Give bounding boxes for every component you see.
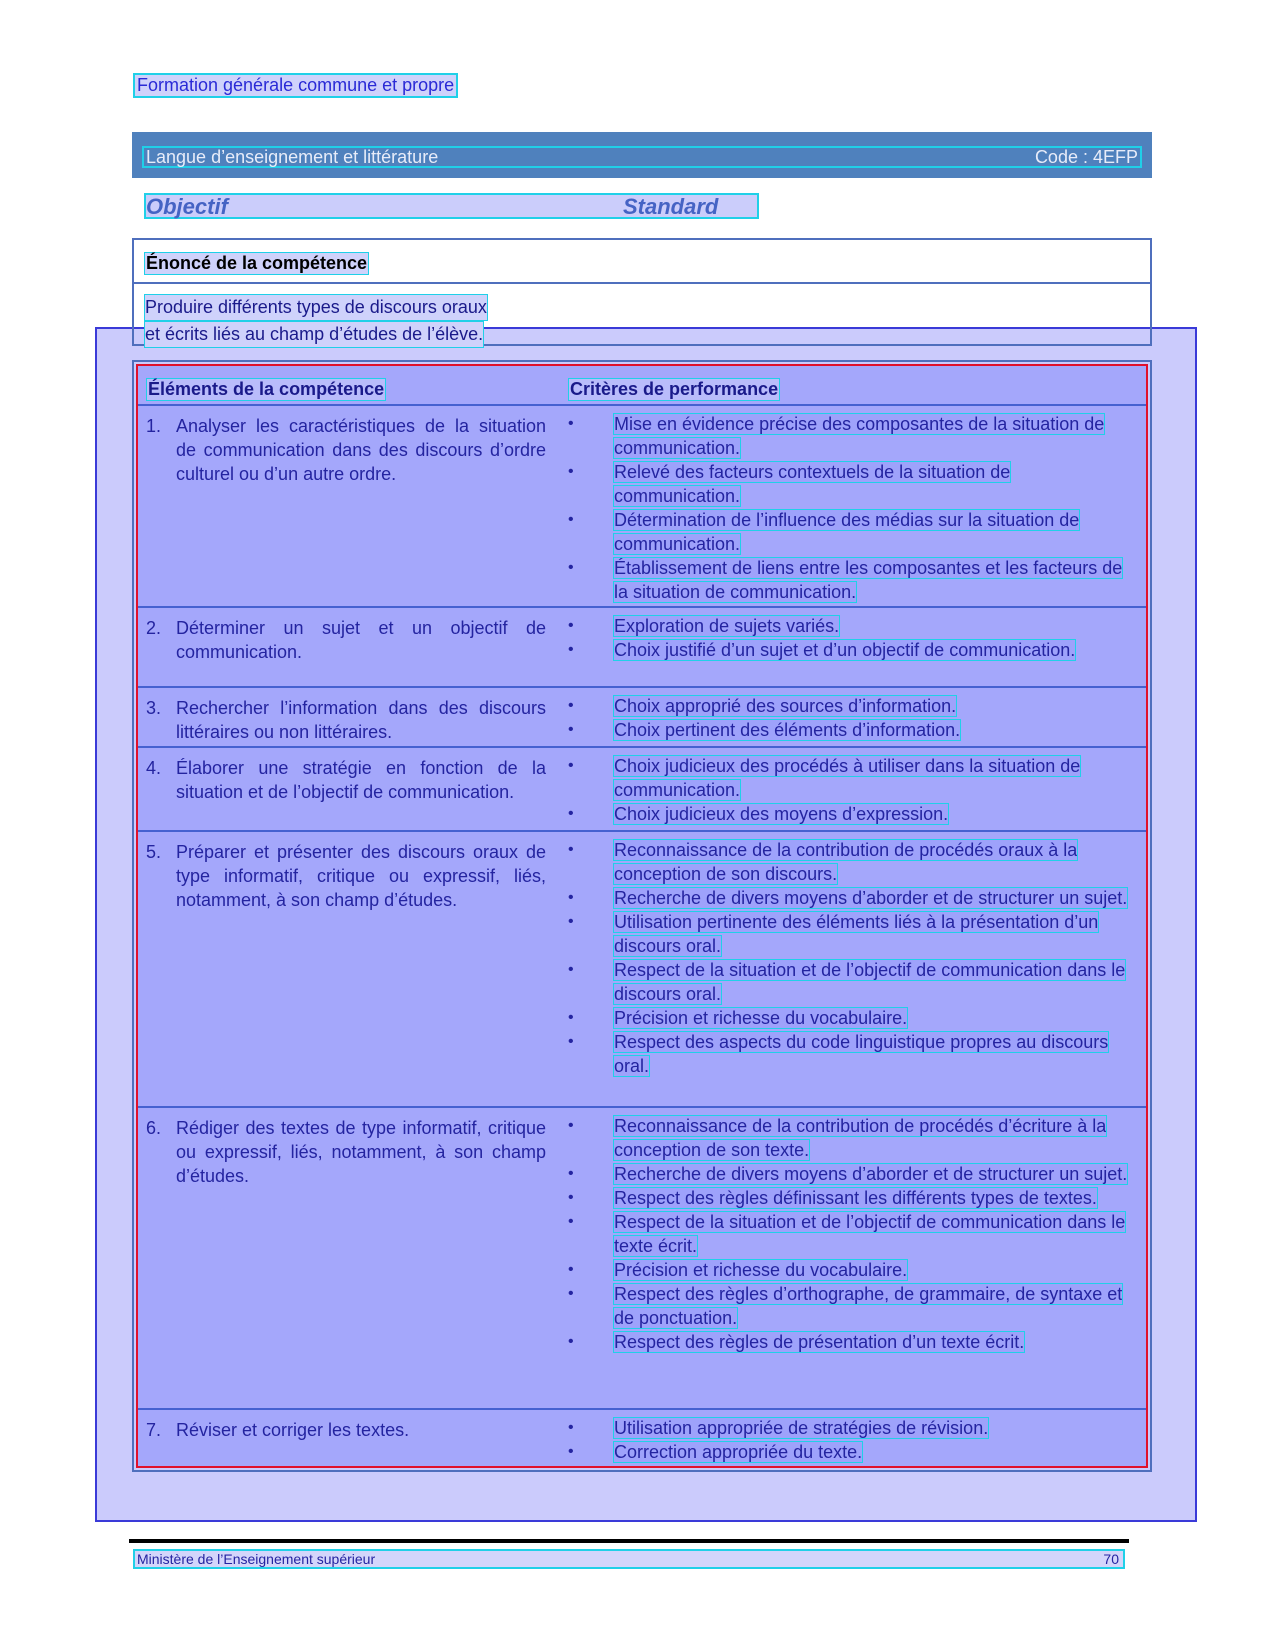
- page-number: 70: [1103, 1551, 1119, 1567]
- criterion-item: [568, 886, 1128, 910]
- footer-divider: [129, 1539, 1129, 1543]
- table-row: [138, 406, 1146, 608]
- element-number: 3.: [146, 698, 162, 718]
- criterion-item: [568, 1210, 1128, 1258]
- bullet-icon: •: [568, 757, 574, 774]
- statement-line-1: Produire différents types de discours oraux: [144, 294, 488, 321]
- element-text: Préparer et présenter des discours oraux de type informatif, critique ou expressif, liés, notamment, à son champ d’études.: [176, 842, 546, 910]
- bullet-icon: •: [568, 721, 574, 738]
- criterion-item: [568, 614, 1128, 638]
- objective-standard-row: [144, 193, 759, 219]
- criterion-text: Établissement de liens entre les composantes et les facteurs de la situation de communication.: [614, 558, 1123, 602]
- bullet-icon: •: [568, 913, 574, 930]
- element-text: Réviser et corriger les textes.: [176, 1420, 410, 1440]
- criterion-text: Précision et richesse du vocabulaire.: [614, 1008, 908, 1028]
- competency-element: [146, 756, 546, 804]
- competency-element: [146, 696, 546, 744]
- criterion-item: [568, 1114, 1128, 1162]
- element-number: 5.: [146, 842, 162, 862]
- criterion-item: [568, 958, 1128, 1006]
- criterion-text: Recherche de divers moyens d’aborder et de structurer un sujet.: [614, 1164, 1128, 1184]
- criteria-list: [568, 754, 1128, 826]
- criterion-text: Reconnaissance de la contribution de procédés oraux à la conception de son discours.: [614, 840, 1078, 884]
- criterion-text: Respect de la situation et de l’objectif de communication dans le discours oral.: [614, 960, 1126, 1004]
- criterion-text: Choix justifié d’un sujet et d’un objectif de communication.: [614, 640, 1076, 660]
- criteria-list: [568, 614, 1128, 662]
- table-row: [138, 688, 1146, 748]
- bullet-icon: •: [568, 1033, 574, 1050]
- bullet-icon: •: [568, 1009, 574, 1026]
- element-text: Déterminer un sujet et un objectif de communication.: [176, 618, 546, 662]
- element-text: Rédiger des textes de type informatif, critique ou expressif, liés, notamment, à son champ d’études.: [176, 1118, 546, 1186]
- competency-statement-box: [132, 238, 1152, 346]
- element-number: 4.: [146, 758, 162, 778]
- course-code: Code : 4EFP: [1034, 146, 1138, 167]
- element-number: 2.: [146, 618, 162, 638]
- criterion-item: [568, 718, 1128, 742]
- bullet-icon: •: [568, 889, 574, 906]
- criterion-item: [568, 1162, 1128, 1186]
- competency-element: [146, 414, 546, 486]
- statement-line-2: et écrits liés au champ d’études de l’élève.: [144, 321, 484, 348]
- bullet-icon: •: [568, 1117, 574, 1134]
- criterion-item: [568, 460, 1128, 508]
- criteria-list: [568, 1416, 1128, 1464]
- bullet-icon: •: [568, 1419, 574, 1436]
- table-row: [138, 832, 1146, 1108]
- criterion-text: Choix approprié des sources d’information.: [614, 696, 957, 716]
- criterion-text: Choix judicieux des moyens d’expression.: [614, 804, 949, 824]
- competency-element: [146, 1418, 546, 1442]
- table-header-row: [138, 366, 1146, 406]
- criterion-text: Utilisation pertinente des éléments liés à la présentation d’un discours oral.: [614, 912, 1099, 956]
- criterion-text: Respect des règles définissant les différents types de textes.: [614, 1188, 1097, 1208]
- criterion-text: Respect de la situation et de l’objectif de communication dans le texte écrit.: [614, 1212, 1126, 1256]
- criterion-text: Respect des règles de présentation d’un texte écrit.: [614, 1332, 1025, 1352]
- bullet-icon: •: [568, 1213, 574, 1230]
- criterion-item: [568, 1416, 1128, 1440]
- objective-label: Objectif: [146, 194, 228, 219]
- criteria-list: [568, 1114, 1128, 1354]
- bullet-icon: •: [568, 617, 574, 634]
- bullet-icon: •: [568, 697, 574, 714]
- criterion-item: [568, 1186, 1128, 1210]
- element-text: Élaborer une stratégie en fonction de la situation et de l’objectif de communication.: [176, 758, 546, 802]
- bullet-icon: •: [568, 841, 574, 858]
- standard-label: Standard: [623, 194, 719, 219]
- criterion-item: [568, 412, 1128, 460]
- criterion-text: Recherche de divers moyens d’aborder et de structurer un sujet.: [614, 888, 1128, 908]
- criterion-item: [568, 1258, 1128, 1282]
- criteria-list: [568, 412, 1128, 604]
- bullet-icon: •: [568, 961, 574, 978]
- element-number: 1.: [146, 416, 162, 436]
- competency-element: [146, 616, 546, 664]
- bullet-icon: •: [568, 463, 574, 480]
- bullet-icon: •: [568, 559, 574, 576]
- criterion-item: [568, 694, 1128, 718]
- element-text: Analyser les caractéristiques de la situation de communication dans des discours d’ordre culturel ou d’un autre ordre.: [176, 416, 546, 484]
- criterion-item: [568, 1440, 1128, 1464]
- criterion-text: Reconnaissance de la contribution de procédés d’écriture à la conception de son texte.: [614, 1116, 1107, 1160]
- statement-title: Énoncé de la compétence: [146, 253, 368, 273]
- page-footer: [133, 1549, 1125, 1569]
- table-row: [138, 1108, 1146, 1410]
- bullet-icon: •: [568, 1333, 574, 1350]
- elements-column-header: Éléments de la compétence: [148, 379, 385, 399]
- criterion-item: [568, 508, 1128, 556]
- criteria-list: [568, 694, 1128, 742]
- program-header: Formation générale commune et propre: [133, 73, 458, 98]
- criterion-item: [568, 802, 1128, 826]
- criterion-item: [568, 838, 1128, 886]
- criterion-text: Choix pertinent des éléments d’information.: [614, 720, 961, 740]
- bullet-icon: •: [568, 415, 574, 432]
- course-title: Langue d’enseignement et littérature: [146, 146, 439, 167]
- competency-element: [146, 840, 546, 912]
- element-number: 7.: [146, 1420, 162, 1440]
- criterion-text: Respect des règles d’orthographe, de grammaire, de syntaxe et de ponctuation.: [614, 1284, 1123, 1328]
- criterion-text: Relevé des facteurs contextuels de la situation de communication.: [614, 462, 1011, 506]
- element-number: 6.: [146, 1118, 162, 1138]
- competency-element: [146, 1116, 546, 1188]
- criteria-column-header: Critères de performance: [570, 379, 779, 399]
- element-text: Rechercher l’information dans des discours littéraires ou non littéraires.: [176, 698, 546, 742]
- table-row: [138, 748, 1146, 832]
- criterion-item: [568, 1282, 1128, 1330]
- criterion-text: Utilisation appropriée de stratégies de révision.: [614, 1418, 989, 1438]
- criterion-text: Précision et richesse du vocabulaire.: [614, 1260, 908, 1280]
- criterion-text: Détermination de l’influence des médias sur la situation de communication.: [614, 510, 1080, 554]
- criterion-text: Exploration de sujets variés.: [614, 616, 840, 636]
- bullet-icon: •: [568, 805, 574, 822]
- criterion-item: [568, 1006, 1128, 1030]
- statement-text: [144, 294, 488, 348]
- course-bar: [132, 132, 1152, 178]
- bullet-icon: •: [568, 1443, 574, 1460]
- table-row: [138, 1410, 1146, 1464]
- criterion-item: [568, 638, 1128, 662]
- bullet-icon: •: [568, 511, 574, 528]
- competency-table: [136, 364, 1148, 1468]
- ministry-name: Ministère de l’Enseignement supérieur: [137, 1551, 376, 1567]
- criteria-list: [568, 838, 1128, 1078]
- bullet-icon: •: [568, 1165, 574, 1182]
- bullet-icon: •: [568, 641, 574, 658]
- criterion-item: [568, 1330, 1128, 1354]
- criterion-text: Mise en évidence précise des composantes de la situation de communication.: [614, 414, 1105, 458]
- criterion-item: [568, 754, 1128, 802]
- bullet-icon: •: [568, 1261, 574, 1278]
- criterion-text: Choix judicieux des procédés à utiliser dans la situation de communication.: [614, 756, 1081, 800]
- bullet-icon: •: [568, 1189, 574, 1206]
- criterion-text: Respect des aspects du code linguistique propres au discours oral.: [614, 1032, 1109, 1076]
- table-row: [138, 608, 1146, 688]
- criterion-item: [568, 1030, 1128, 1078]
- criterion-text: Correction appropriée du texte.: [614, 1442, 863, 1462]
- criterion-item: [568, 556, 1128, 604]
- criterion-item: [568, 910, 1128, 958]
- bullet-icon: •: [568, 1285, 574, 1302]
